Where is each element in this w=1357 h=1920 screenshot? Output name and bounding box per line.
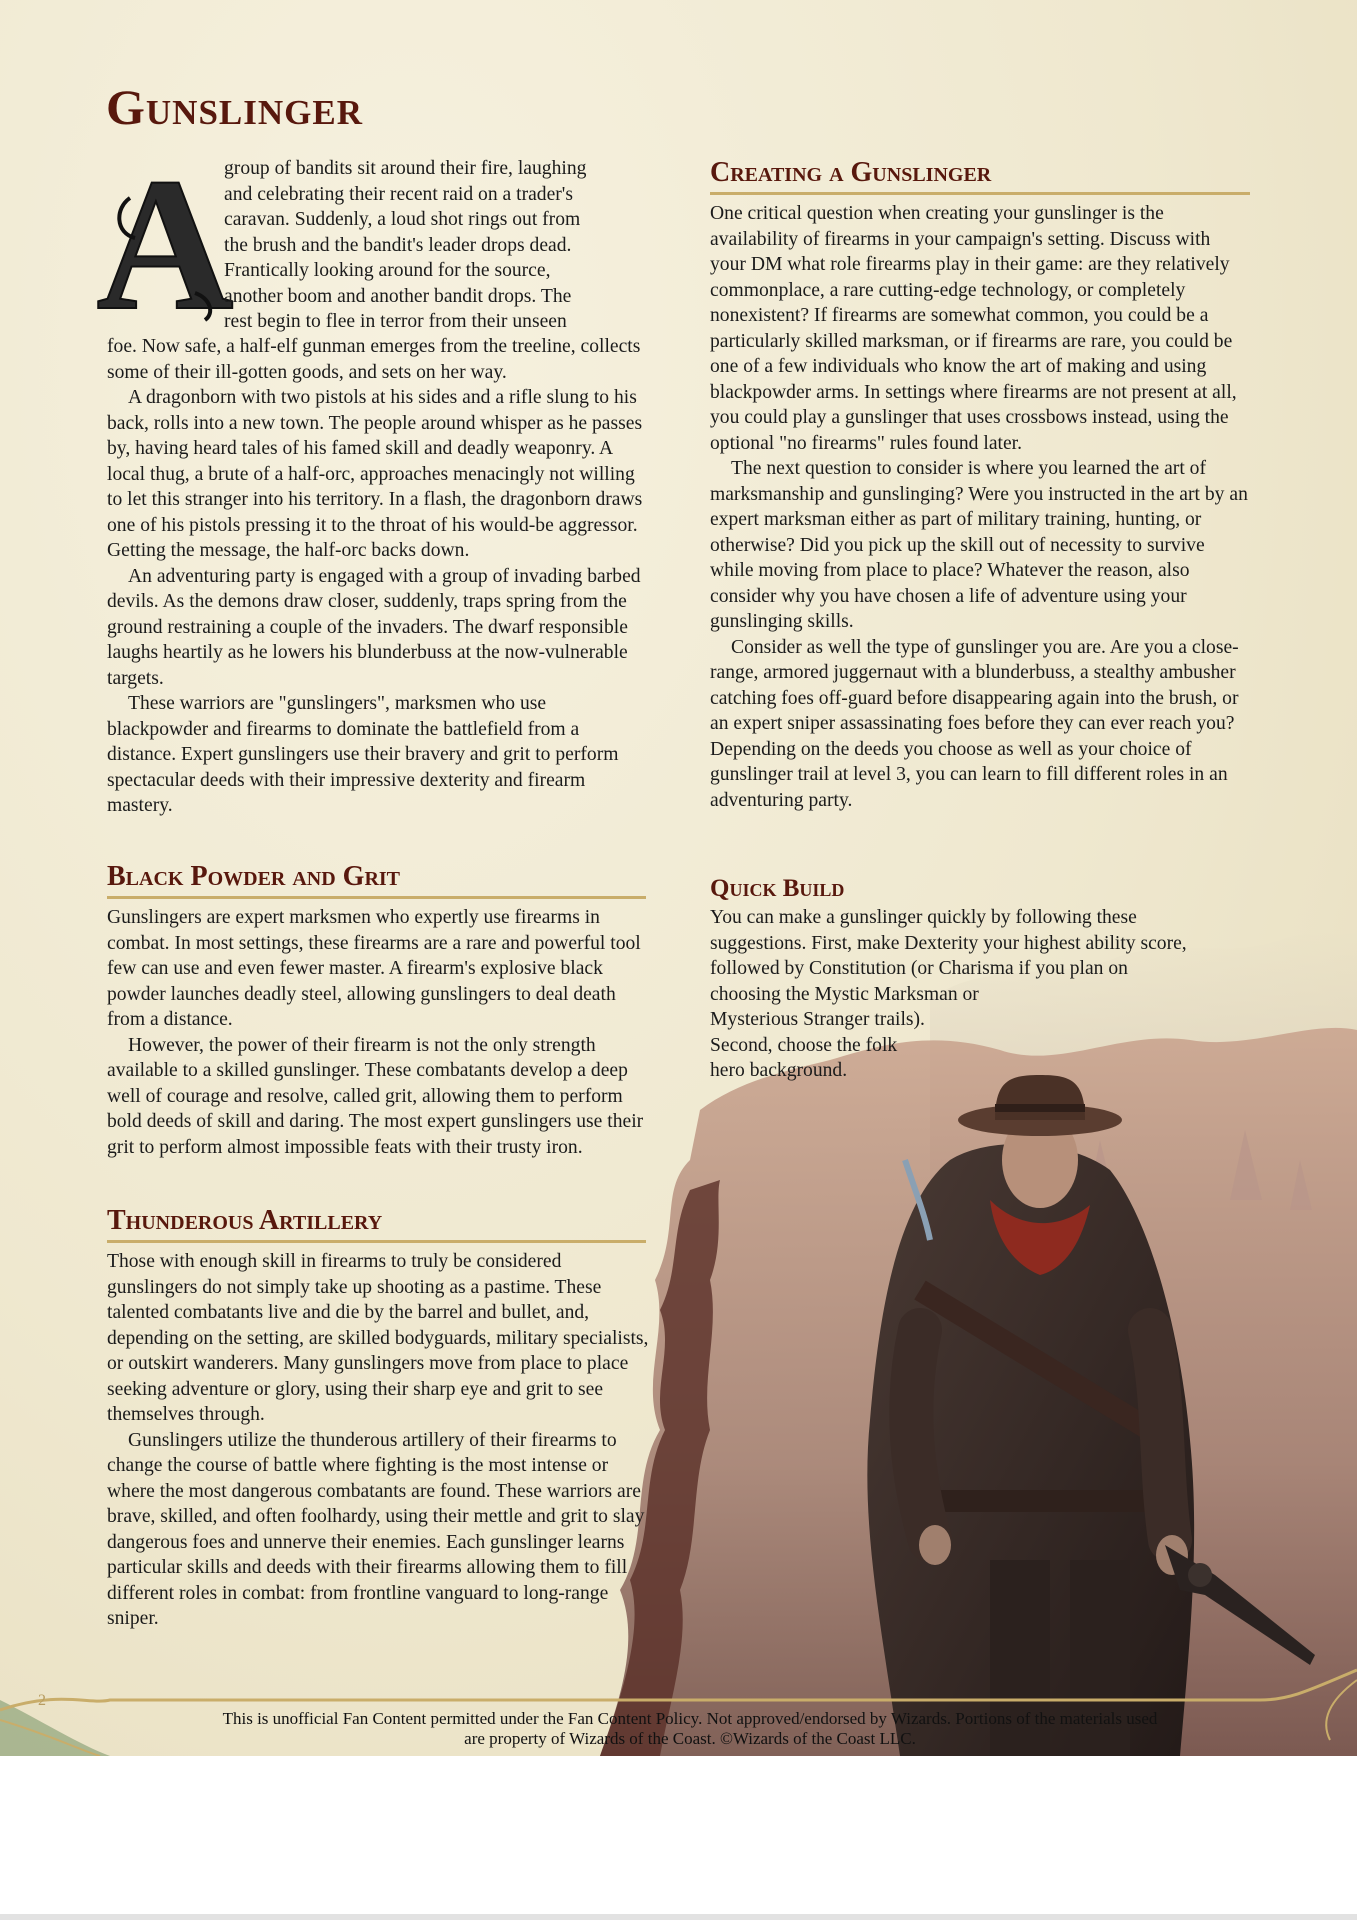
text-line: the brush and the bandit's leader drops dead. <box>224 234 572 256</box>
black-powder-body <box>107 905 652 1160</box>
section-heading: Thunderous Artillery <box>107 1204 646 1243</box>
section-quick-build <box>710 874 1250 904</box>
paragraph: An adventuring party is engaged with a group of invading barbed devils. As the demons draw closer, suddenly, traps spring from the ground restraining a couple of the invaders. The dwarf responsible laughs heartily as he lowers his blunderbuss at the now-vulnerable targets. <box>107 565 641 689</box>
page-background <box>0 1756 1357 1920</box>
text-line: You can make a gunslinger quickly by following these <box>710 907 1137 928</box>
paragraph: Gunslingers are expert marksmen who expertly use firearms in combat. In most settings, these firearms are a rare and powerful tool few can use and even fewer master. A firearm's explosive black powder launches deadly steel, allowing gunslingers to deal death from a distance. <box>107 907 641 1030</box>
intro-first-lines <box>224 156 644 335</box>
paragraph: foe. Now safe, a half-elf gunman emerges from the treeline, collects some of their ill-gotten goods, and sets on her way. <box>107 336 641 383</box>
text-line: choosing the Mystic Marksman or <box>710 983 979 1005</box>
text-line: caravan. Suddenly, a loud shot rings out from <box>224 209 581 230</box>
intro-section <box>107 334 652 819</box>
footer-line: This is unofficial Fan Content permitted under the Fan Content Policy. Not approved/endorsed by Wizards. Portions of the materials used <box>222 1709 1158 1728</box>
drop-cap-a <box>96 140 234 350</box>
text-line: rest begin to flee in terror from their unseen <box>224 311 567 332</box>
paragraph: However, the power of their firearm is not the only strength available to a skilled gunslinger. These combatants develop a deep well of courage and resolve, called grit, allowing them to perform bold deeds of skill and daring. The most expert gunslingers use their grit to perform almost impossible feats with their trusty iron. <box>107 1034 644 1158</box>
text-line: suggestions. First, make Dexterity your highest ability score, <box>710 932 1187 954</box>
creating-body <box>710 201 1250 813</box>
paragraph: These warriors are "gunslingers", marksmen who use blackpowder and firearms to dominate the battlefield from a distance. Expert gunslingers use their bravery and grit to perform spectacular deeds with their impressive dexterity and firearm mastery. <box>107 693 619 816</box>
page-number: 2 <box>38 1692 46 1709</box>
text-line: Second, choose the folk <box>710 1034 898 1056</box>
section-heading: Creating a Gunslinger <box>710 156 1250 195</box>
paragraph: Consider as well the type of gunslinger you are. Are you a close-range, armored juggernaut with a blunderbuss, a stealthy ambusher catching foes off-guard before disappearing again into the brush, or an expert sniper assassinating foes before they can ever reach you? Depending on the deeds you choose as well as your choice of gunslinger trail at level 3, you can learn to fill different roles in an adventuring party. <box>710 636 1239 811</box>
thunderous-body <box>107 1249 652 1632</box>
section-thunderous <box>107 1204 646 1243</box>
section-creating <box>710 156 1250 195</box>
text-line: another boom and another bandit drops. The <box>224 285 572 307</box>
paragraph: Those with enough skill in firearms to truly be considered gunslingers do not simply take up shooting as a pastime. These talented combatants live and die by the barrel and bullet, and, depending on the setting, are skilled bodyguards, military specialists, or outskirt wanderers. Many gunslingers move from place to place seeking adventure or glory, using their sharp eye and grit to see themselves through. <box>107 1251 649 1425</box>
paragraph: Gunslingers utilize the thunderous artillery of their firearms to change the course of battle where fighting is the most intense or where the most dangerous combatants are found. These warriors are brave, skilled, and often foolhardy, using their mettle and grit to slay dangerous foes and unnerve their enemies. Each gunslinger learns particular skills and deeds with their firearms allowing them to fill different roles in combat: from frontline vanguard to long-range sniper. <box>107 1429 645 1629</box>
subsection-heading: Quick Build <box>710 875 845 902</box>
paragraph: One critical question when creating your gunslinger is the availability of firearms in your campaign's setting. Discuss with your DM what role firearms play in their game: are they relatively commonplace, a rare cutting-edge technology, or completely nonexistent? If firearms are somewhat common, you could be a particularly skilled marksman, or if firearms are rare, you could be one of a few individuals who know the art of making and using blackpowder arms. In settings where firearms are not present at all, you could play a gunslinger that uses crossbows instead, using the optional "no firearms" rules found later. <box>710 203 1237 454</box>
drop-cap-letter: A <box>96 140 234 350</box>
paragraph: The next question to consider is where you learned the art of marksmanship and gunslinging? Were you instructed in the art by an expert marksman either as part of military training, hunting, or otherwise? Did you pick up the skill out of necessity to survive while moving from place to place? Whatever the reason, also consider why you have chosen a life of adventure using your gunslinging skills. <box>710 458 1248 632</box>
quick-build-body <box>710 905 1250 1084</box>
section-heading: Black Powder and Grit <box>107 860 646 899</box>
section-black-powder <box>107 860 646 899</box>
text-line: hero background. <box>710 1060 848 1081</box>
text-line: and celebrating their recent raid on a trader's <box>224 183 573 205</box>
text-line: group of bandits sit around their fire, laughing <box>224 158 587 179</box>
footer-line: are property of Wizards of the Coast. ©Wizards of the Coast LLC. <box>464 1729 916 1748</box>
bottom-strip <box>0 1914 1357 1920</box>
text-line: followed by Constitution (or Charisma if you plan on <box>710 958 1128 979</box>
page-title: Gunslinger <box>106 79 363 135</box>
text-line: Frantically looking around for the source, <box>224 260 551 281</box>
text-line: Mysterious Stranger trails). <box>710 1009 925 1030</box>
footer-legal <box>120 1709 1260 1749</box>
paragraph: A dragonborn with two pistols at his sides and a rifle slung to his back, rolls into a new town. The people around whisper as he passes by, having heard tales of his famed skill and deadly weaponry. A local thug, a brute of a half-orc, approaches menacingly not willing to let this stranger into his territory. In a flash, the dragonborn draws one of his pistols pressing it to the throat of his would-be aggressor. Getting the message, the half-orc backs down. <box>107 387 643 561</box>
